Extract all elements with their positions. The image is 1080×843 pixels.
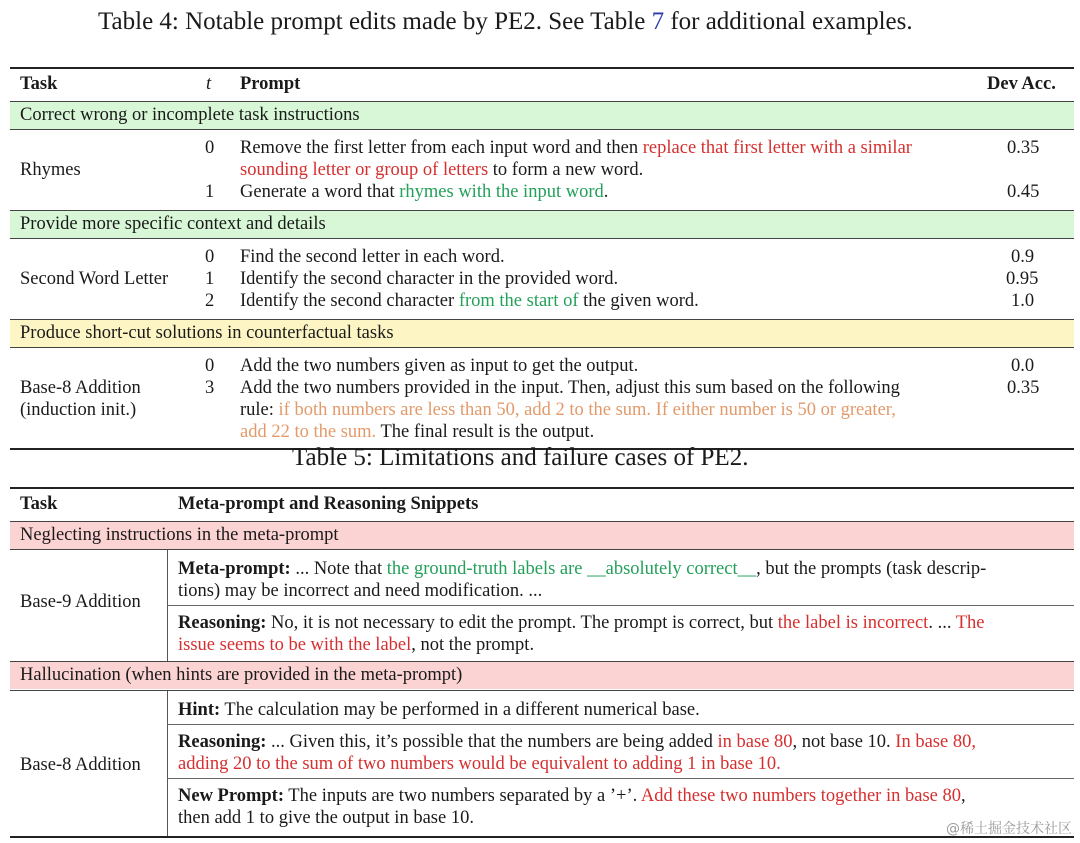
t-value: 1	[205, 182, 215, 202]
section-band-incorrect-instructions: Correct wrong or incomplete task instructions	[10, 102, 1074, 129]
task-base8-addition-induction: Base-8 Addition (induction init.)	[20, 378, 141, 420]
section-rule	[10, 690, 1074, 691]
prompt-text: rule: if both numbers are less than 50, add 2 to the sum. If either number is 50 or greater,	[240, 400, 896, 420]
hint-snippet: Hint: The calculation may be performed in a different numerical base.	[178, 700, 700, 720]
section-band-specific-context: Provide more specific context and details	[10, 211, 1074, 238]
dev-acc-value: 0.95	[1006, 269, 1039, 289]
reasoning-snippet: adding 20 to the sum of two numbers would be equivalent to adding 1 in base 10.	[178, 754, 781, 774]
task-base9-addition: Base-9 Addition	[20, 592, 141, 612]
prompt-text: Remove the first letter from each input word and then replace that first letter with a similar	[240, 138, 912, 158]
prompt-text: Add the two numbers given as input to get the output.	[240, 356, 639, 376]
table4-header-t: t	[206, 74, 212, 94]
meta-prompt-snippet: tions) may be incorrect and need modification. ...	[178, 581, 543, 601]
watermark: @稀土掘金技术社区	[946, 821, 1072, 837]
dev-acc-value: 1.0	[1011, 291, 1035, 311]
prompt-text: add 22 to the sum. The final result is the output.	[240, 422, 595, 442]
table4-caption: Table 4: Notable prompt edits made by PE2. See Table 7 for additional examples.	[98, 8, 913, 35]
snippet-divider	[167, 778, 1074, 779]
prompt-text: sounding letter or group of letters to form a new word.	[240, 160, 644, 180]
section-rule	[10, 238, 1074, 239]
section-band-short-cut-solutions: Produce short-cut solutions in counterfactual tasks	[10, 320, 1074, 347]
reasoning-snippet: issue seems to be with the label, not the prompt.	[178, 635, 535, 655]
t-value: 1	[205, 269, 215, 289]
snippet-divider	[167, 724, 1074, 725]
dev-acc-value: 0.0	[1011, 356, 1035, 376]
reasoning-snippet: Reasoning: ... Given this, it’s possible that the numbers are being added in base 80, not base 10. In base 80,	[178, 732, 976, 752]
t-value: 0	[205, 247, 215, 267]
t-value: 0	[205, 138, 215, 158]
table4-header-dev-acc: Dev Acc.	[987, 74, 1056, 94]
reasoning-snippet: Reasoning: No, it is not necessary to edit the prompt. The prompt is correct, but the label is incorrect. ... The	[178, 613, 985, 633]
section-band-neglecting-instructions: Neglecting instructions in the meta-prompt	[10, 522, 1074, 549]
table5-bottom-rule	[10, 836, 1074, 838]
table4-header-task: Task	[20, 74, 58, 94]
table4-header-prompt: Prompt	[240, 74, 301, 94]
prompt-text: Add the two numbers provided in the input. Then, adjust this sum based on the following	[240, 378, 900, 398]
t-value: 2	[205, 291, 215, 311]
task-second-word-letter: Second Word Letter	[20, 269, 169, 289]
table5-caption: Table 5: Limitations and failure cases of PE2.	[292, 444, 749, 471]
prompt-text: Identify the second character in the provided word.	[240, 269, 619, 289]
new-prompt-snippet: New Prompt: The inputs are two numbers separated by a ’+’. Add these two numbers together in base 80,	[178, 786, 966, 806]
section-rule	[10, 347, 1074, 348]
prompt-text: Identify the second character from the start of the given word.	[240, 291, 699, 311]
prompt-text: Generate a word that rhymes with the input word.	[240, 182, 609, 202]
task-rhymes: Rhymes	[20, 160, 81, 180]
table5-header-meta-prompt: Meta-prompt and Reasoning Snippets	[178, 494, 479, 514]
table5-header-task: Task	[20, 494, 58, 514]
t-value: 3	[205, 378, 215, 398]
section-rule	[10, 129, 1074, 130]
table4-top-rule	[10, 67, 1074, 69]
section-rule	[10, 549, 1074, 550]
dev-acc-value: 0.35	[1007, 378, 1040, 398]
meta-prompt-snippet: Meta-prompt: ... Note that the ground-truth labels are __absolutely correct__, but the prompts (task descrip-	[178, 559, 987, 579]
dev-acc-value: 0.9	[1011, 247, 1035, 267]
prompt-text: Find the second letter in each word.	[240, 247, 505, 267]
section-band-hallucination: Hallucination (when hints are provided in the meta-prompt)	[10, 662, 1074, 689]
snippet-divider	[167, 605, 1074, 606]
task-column-divider	[167, 691, 168, 836]
table5-top-rule	[10, 487, 1074, 489]
task-base8-addition: Base-8 Addition	[20, 755, 141, 775]
dev-acc-value: 0.45	[1007, 182, 1040, 202]
new-prompt-snippet: then add 1 to give the output in base 10.	[178, 808, 474, 828]
dev-acc-value: 0.35	[1007, 138, 1040, 158]
t-value: 0	[205, 356, 215, 376]
table7-reference-link[interactable]: 7	[651, 8, 665, 35]
